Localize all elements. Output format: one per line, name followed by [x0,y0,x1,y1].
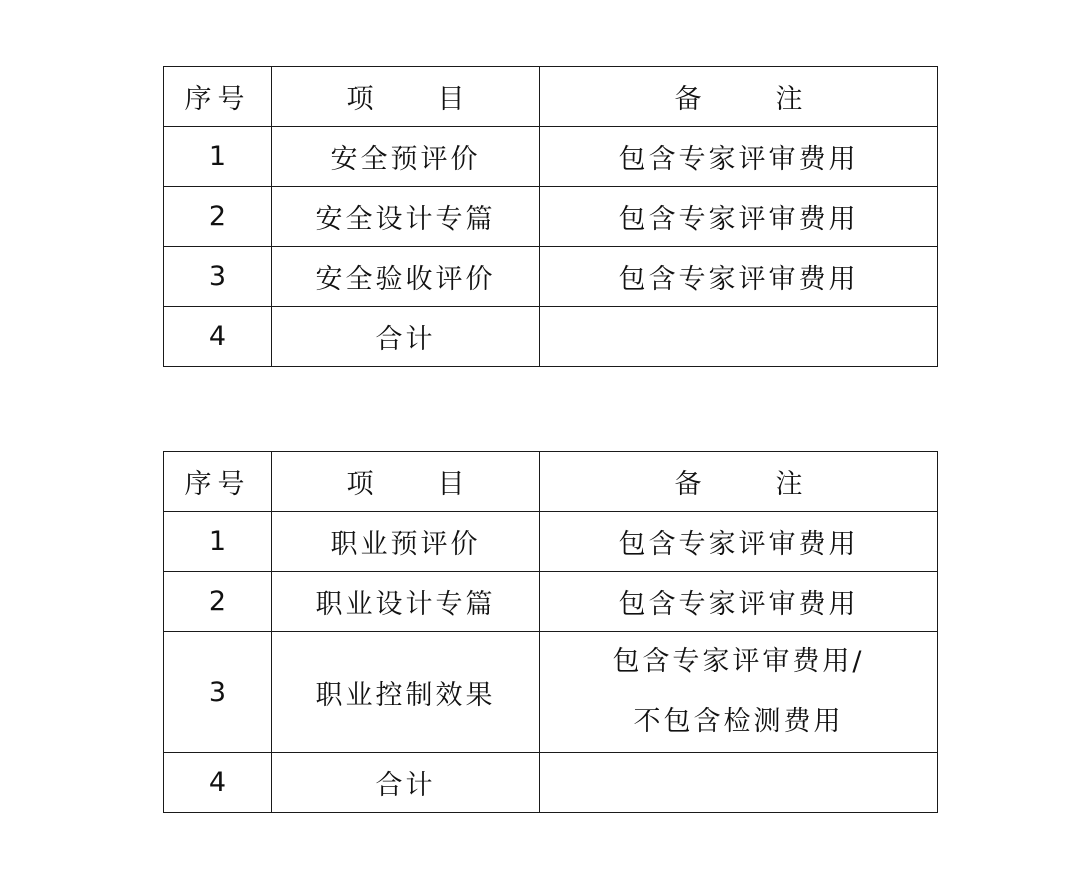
row-no: 4 [164,307,272,367]
row-note [540,753,938,813]
table-row [164,632,938,753]
table-row [164,572,938,632]
row-no: 3 [164,632,272,753]
table-row [164,512,938,572]
table-header-row [164,452,938,512]
table-total-row [164,753,938,813]
row-note: 包含专家评审费用 [540,512,938,572]
table-total-row [164,307,938,367]
row-item: 职业设计专篇 [272,572,540,632]
row-item-total: 合计 [272,307,540,367]
row-note: 包含专家评审费用 [540,127,938,187]
row-note: 包含专家评审费用 [540,187,938,247]
row-item-total: 合计 [272,753,540,813]
row-no: 1 [164,512,272,572]
row-no: 2 [164,187,272,247]
row-no: 4 [164,753,272,813]
row-no: 3 [164,247,272,307]
table-header-row [164,67,938,127]
row-no: 1 [164,127,272,187]
row-note: 包含专家评审费用 [540,572,938,632]
row-item: 安全预评价 [272,127,540,187]
row-note [540,632,938,753]
row-no: 2 [164,572,272,632]
row-item: 安全设计专篇 [272,187,540,247]
header-item: 项 目 [272,452,540,512]
header-note: 备 注 [540,67,938,127]
table-row [164,187,938,247]
header-no: 序号 [164,452,272,512]
row-note-line-2: 不包含检测费用 [633,706,844,737]
table-row [164,127,938,187]
table-row [164,247,938,307]
safety-fee-table [163,66,938,367]
header-no: 序号 [164,67,272,127]
occupational-fee-table [163,451,938,813]
row-note-line-1: 包含专家评审费用/ [612,646,865,677]
header-item: 项 目 [272,67,540,127]
row-note: 包含专家评审费用 [540,247,938,307]
row-item: 职业控制效果 [272,632,540,753]
row-note [540,307,938,367]
row-item: 安全验收评价 [272,247,540,307]
header-note: 备 注 [540,452,938,512]
row-item: 职业预评价 [272,512,540,572]
